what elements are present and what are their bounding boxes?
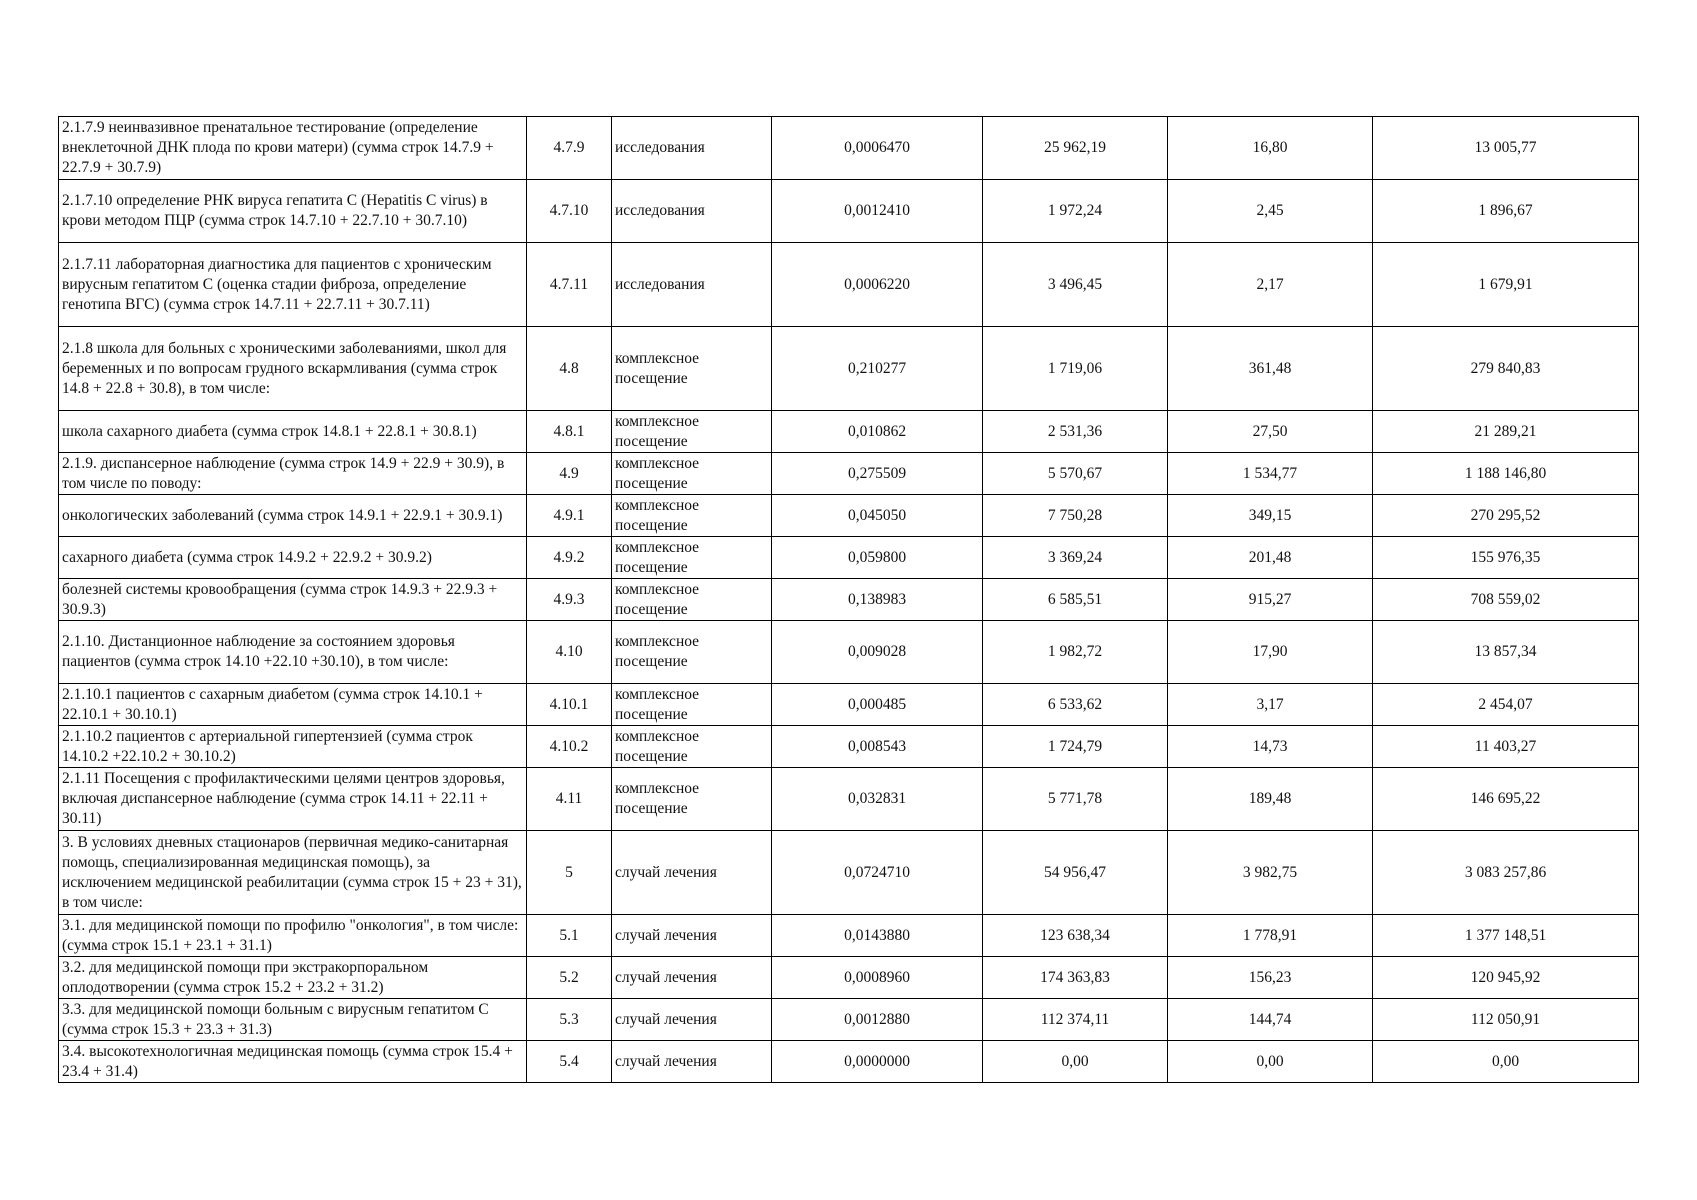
cell-total: 11 403,27	[1373, 726, 1639, 768]
cell-norm: 0,275509	[772, 453, 983, 495]
cell-per-capita: 14,73	[1168, 726, 1373, 768]
cell-cost: 3 496,45	[983, 243, 1168, 327]
cell-line-number: 4.9.3	[527, 579, 612, 621]
cell-total: 3 083 257,86	[1373, 831, 1639, 915]
cell-description: 2.1.8 школа для больных с хроническими заболеваниями, школ для беременных и по вопросам грудного вскармливания (сумма строк 14.8 + 22.8 + 30.8), в том числе:	[59, 327, 527, 411]
table-row	[59, 495, 1639, 537]
cell-description: 2.1.7.9 неинвазивное пренатальное тестирование (определение внеклеточной ДНК плода по крови матери) (сумма строк 14.7.9 + 22.7.9 + 30.7.9)	[59, 117, 527, 180]
cell-cost: 174 363,83	[983, 957, 1168, 999]
cell-unit: исследования	[612, 243, 772, 327]
table-row	[59, 579, 1639, 621]
financing-table	[58, 116, 1639, 1083]
cell-norm: 0,0006220	[772, 243, 983, 327]
cell-total: 0,00	[1373, 1041, 1639, 1083]
cell-total: 1 377 148,51	[1373, 915, 1639, 957]
cell-description: 2.1.9. диспансерное наблюдение (сумма строк 14.9 + 22.9 + 30.9), в том числе по поводу:	[59, 453, 527, 495]
cell-description: 2.1.7.10 определение РНК вируса гепатита С (Hepatitis C virus) в крови методом ПЦР (сумма строк 14.7.10 + 22.7.10 + 30.7.10)	[59, 180, 527, 243]
cell-unit: комплексное посещение	[612, 537, 772, 579]
cell-line-number: 4.8.1	[527, 411, 612, 453]
cell-description: онкологических заболеваний (сумма строк 14.9.1 + 22.9.1 + 30.9.1)	[59, 495, 527, 537]
cell-description: 2.1.10.1 пациентов с сахарным диабетом (сумма строк 14.10.1 + 22.10.1 + 30.10.1)	[59, 684, 527, 726]
cell-cost: 123 638,34	[983, 915, 1168, 957]
cell-per-capita: 361,48	[1168, 327, 1373, 411]
cell-description: болезней системы кровообращения (сумма строк 14.9.3 + 22.9.3 + 30.9.3)	[59, 579, 527, 621]
cell-line-number: 4.11	[527, 768, 612, 831]
cell-description: 3.4. высокотехнологичная медицинская помощь (сумма строк 15.4 + 23.4 + 31.4)	[59, 1041, 527, 1083]
cell-unit: исследования	[612, 117, 772, 180]
cell-total: 708 559,02	[1373, 579, 1639, 621]
cell-norm: 0,045050	[772, 495, 983, 537]
cell-norm: 0,0724710	[772, 831, 983, 915]
cell-cost: 1 719,06	[983, 327, 1168, 411]
cell-cost: 1 724,79	[983, 726, 1168, 768]
table-row	[59, 831, 1639, 915]
cell-norm: 0,010862	[772, 411, 983, 453]
cell-norm: 0,008543	[772, 726, 983, 768]
cell-cost: 3 369,24	[983, 537, 1168, 579]
cell-per-capita: 17,90	[1168, 621, 1373, 684]
cell-line-number: 4.9.1	[527, 495, 612, 537]
cell-per-capita: 2,17	[1168, 243, 1373, 327]
cell-description: 3. В условиях дневных стационаров (первичная медико-санитарная помощь, специализированная медицинская помощь), за исключением медицинской реабилитации (сумма строк 15 + 23 + 31), в том числе:	[59, 831, 527, 915]
cell-cost: 1 982,72	[983, 621, 1168, 684]
cell-per-capita: 0,00	[1168, 1041, 1373, 1083]
cell-per-capita: 1 778,91	[1168, 915, 1373, 957]
cell-cost: 7 750,28	[983, 495, 1168, 537]
cell-per-capita: 27,50	[1168, 411, 1373, 453]
table-row	[59, 915, 1639, 957]
cell-unit: комплексное посещение	[612, 621, 772, 684]
cell-norm: 0,0000000	[772, 1041, 983, 1083]
cell-description: 2.1.7.11 лабораторная диагностика для пациентов с хроническим вирусным гепатитом С (оценка стадии фиброза, определение генотипа ВГС) (сумма строк 14.7.11 + 22.7.11 + 30.7.11)	[59, 243, 527, 327]
cell-total: 1 896,67	[1373, 180, 1639, 243]
cell-description: 2.1.10. Дистанционное наблюдение за состоянием здоровья пациентов (сумма строк 14.10 +22.10 +30.10), в том числе:	[59, 621, 527, 684]
cell-total: 13 857,34	[1373, 621, 1639, 684]
cell-line-number: 4.10	[527, 621, 612, 684]
cell-norm: 0,009028	[772, 621, 983, 684]
cell-total: 112 050,91	[1373, 999, 1639, 1041]
cell-per-capita: 189,48	[1168, 768, 1373, 831]
table-row	[59, 411, 1639, 453]
table-row	[59, 327, 1639, 411]
cell-unit: случай лечения	[612, 999, 772, 1041]
cell-cost: 5 570,67	[983, 453, 1168, 495]
cell-per-capita: 3 982,75	[1168, 831, 1373, 915]
cell-per-capita: 915,27	[1168, 579, 1373, 621]
cell-total: 2 454,07	[1373, 684, 1639, 726]
cell-total: 120 945,92	[1373, 957, 1639, 999]
cell-total: 21 289,21	[1373, 411, 1639, 453]
cell-line-number: 4.7.9	[527, 117, 612, 180]
cell-per-capita: 2,45	[1168, 180, 1373, 243]
cell-description: сахарного диабета (сумма строк 14.9.2 + 22.9.2 + 30.9.2)	[59, 537, 527, 579]
table-row	[59, 180, 1639, 243]
cell-norm: 0,0143880	[772, 915, 983, 957]
cell-unit: комплексное посещение	[612, 327, 772, 411]
cell-total: 1 188 146,80	[1373, 453, 1639, 495]
cell-per-capita: 1 534,77	[1168, 453, 1373, 495]
cell-norm: 0,032831	[772, 768, 983, 831]
cell-cost: 1 972,24	[983, 180, 1168, 243]
cell-description: 2.1.11 Посещения с профилактическими целями центров здоровья, включая диспансерное наблюдение (сумма строк 14.11 + 22.11 + 30.11)	[59, 768, 527, 831]
cell-cost: 2 531,36	[983, 411, 1168, 453]
cell-unit: комплексное посещение	[612, 453, 772, 495]
cell-total: 270 295,52	[1373, 495, 1639, 537]
cell-unit: случай лечения	[612, 915, 772, 957]
cell-line-number: 5.4	[527, 1041, 612, 1083]
cell-line-number: 4.7.10	[527, 180, 612, 243]
table-row	[59, 1041, 1639, 1083]
cell-unit: комплексное посещение	[612, 768, 772, 831]
table-row	[59, 726, 1639, 768]
cell-norm: 0,0012880	[772, 999, 983, 1041]
cell-unit: комплексное посещение	[612, 684, 772, 726]
table-row	[59, 537, 1639, 579]
cell-unit: комплексное посещение	[612, 726, 772, 768]
cell-unit: случай лечения	[612, 831, 772, 915]
cell-norm: 0,210277	[772, 327, 983, 411]
cell-cost: 5 771,78	[983, 768, 1168, 831]
cell-total: 279 840,83	[1373, 327, 1639, 411]
table-row	[59, 453, 1639, 495]
table-row	[59, 684, 1639, 726]
cell-line-number: 5.1	[527, 915, 612, 957]
cell-per-capita: 144,74	[1168, 999, 1373, 1041]
cell-unit: комплексное посещение	[612, 495, 772, 537]
table-row	[59, 957, 1639, 999]
cell-description: 3.3. для медицинской помощи больным с вирусным гепатитом С (сумма строк 15.3 + 23.3 + 31.3)	[59, 999, 527, 1041]
cell-cost: 6 533,62	[983, 684, 1168, 726]
cell-norm: 0,059800	[772, 537, 983, 579]
table-row	[59, 621, 1639, 684]
cell-line-number: 5.3	[527, 999, 612, 1041]
cell-per-capita: 349,15	[1168, 495, 1373, 537]
cell-norm: 0,0008960	[772, 957, 983, 999]
cell-line-number: 4.8	[527, 327, 612, 411]
cell-total: 1 679,91	[1373, 243, 1639, 327]
table-row	[59, 243, 1639, 327]
cell-norm: 0,000485	[772, 684, 983, 726]
cell-norm: 0,0012410	[772, 180, 983, 243]
cell-unit: исследования	[612, 180, 772, 243]
cell-line-number: 5.2	[527, 957, 612, 999]
cell-description: 2.1.10.2 пациентов с артериальной гипертензией (сумма строк 14.10.2 +22.10.2 + 30.10.2)	[59, 726, 527, 768]
cell-line-number: 4.9	[527, 453, 612, 495]
cell-cost: 0,00	[983, 1041, 1168, 1083]
table-row	[59, 117, 1639, 180]
cell-unit: случай лечения	[612, 957, 772, 999]
cell-per-capita: 156,23	[1168, 957, 1373, 999]
cell-unit: комплексное посещение	[612, 579, 772, 621]
cell-line-number: 4.9.2	[527, 537, 612, 579]
cell-per-capita: 201,48	[1168, 537, 1373, 579]
cell-description: школа сахарного диабета (сумма строк 14.8.1 + 22.8.1 + 30.8.1)	[59, 411, 527, 453]
table-row	[59, 768, 1639, 831]
cell-total: 146 695,22	[1373, 768, 1639, 831]
cell-per-capita: 16,80	[1168, 117, 1373, 180]
cell-description: 3.1. для медицинской помощи по профилю "онкология", в том числе: (сумма строк 15.1 + 23.1 + 31.1)	[59, 915, 527, 957]
cell-cost: 112 374,11	[983, 999, 1168, 1041]
cell-unit: случай лечения	[612, 1041, 772, 1083]
cell-total: 13 005,77	[1373, 117, 1639, 180]
cell-line-number: 5	[527, 831, 612, 915]
cell-per-capita: 3,17	[1168, 684, 1373, 726]
cell-norm: 0,138983	[772, 579, 983, 621]
table-body	[59, 117, 1639, 1083]
cell-cost: 25 962,19	[983, 117, 1168, 180]
cell-line-number: 4.10.2	[527, 726, 612, 768]
cell-cost: 6 585,51	[983, 579, 1168, 621]
cell-total: 155 976,35	[1373, 537, 1639, 579]
cell-norm: 0,0006470	[772, 117, 983, 180]
cell-line-number: 4.7.11	[527, 243, 612, 327]
cell-description: 3.2. для медицинской помощи при экстракорпоральном оплодотворении (сумма строк 15.2 + 23.2 + 31.2)	[59, 957, 527, 999]
cell-cost: 54 956,47	[983, 831, 1168, 915]
cell-unit: комплексное посещение	[612, 411, 772, 453]
table-row	[59, 999, 1639, 1041]
cell-line-number: 4.10.1	[527, 684, 612, 726]
